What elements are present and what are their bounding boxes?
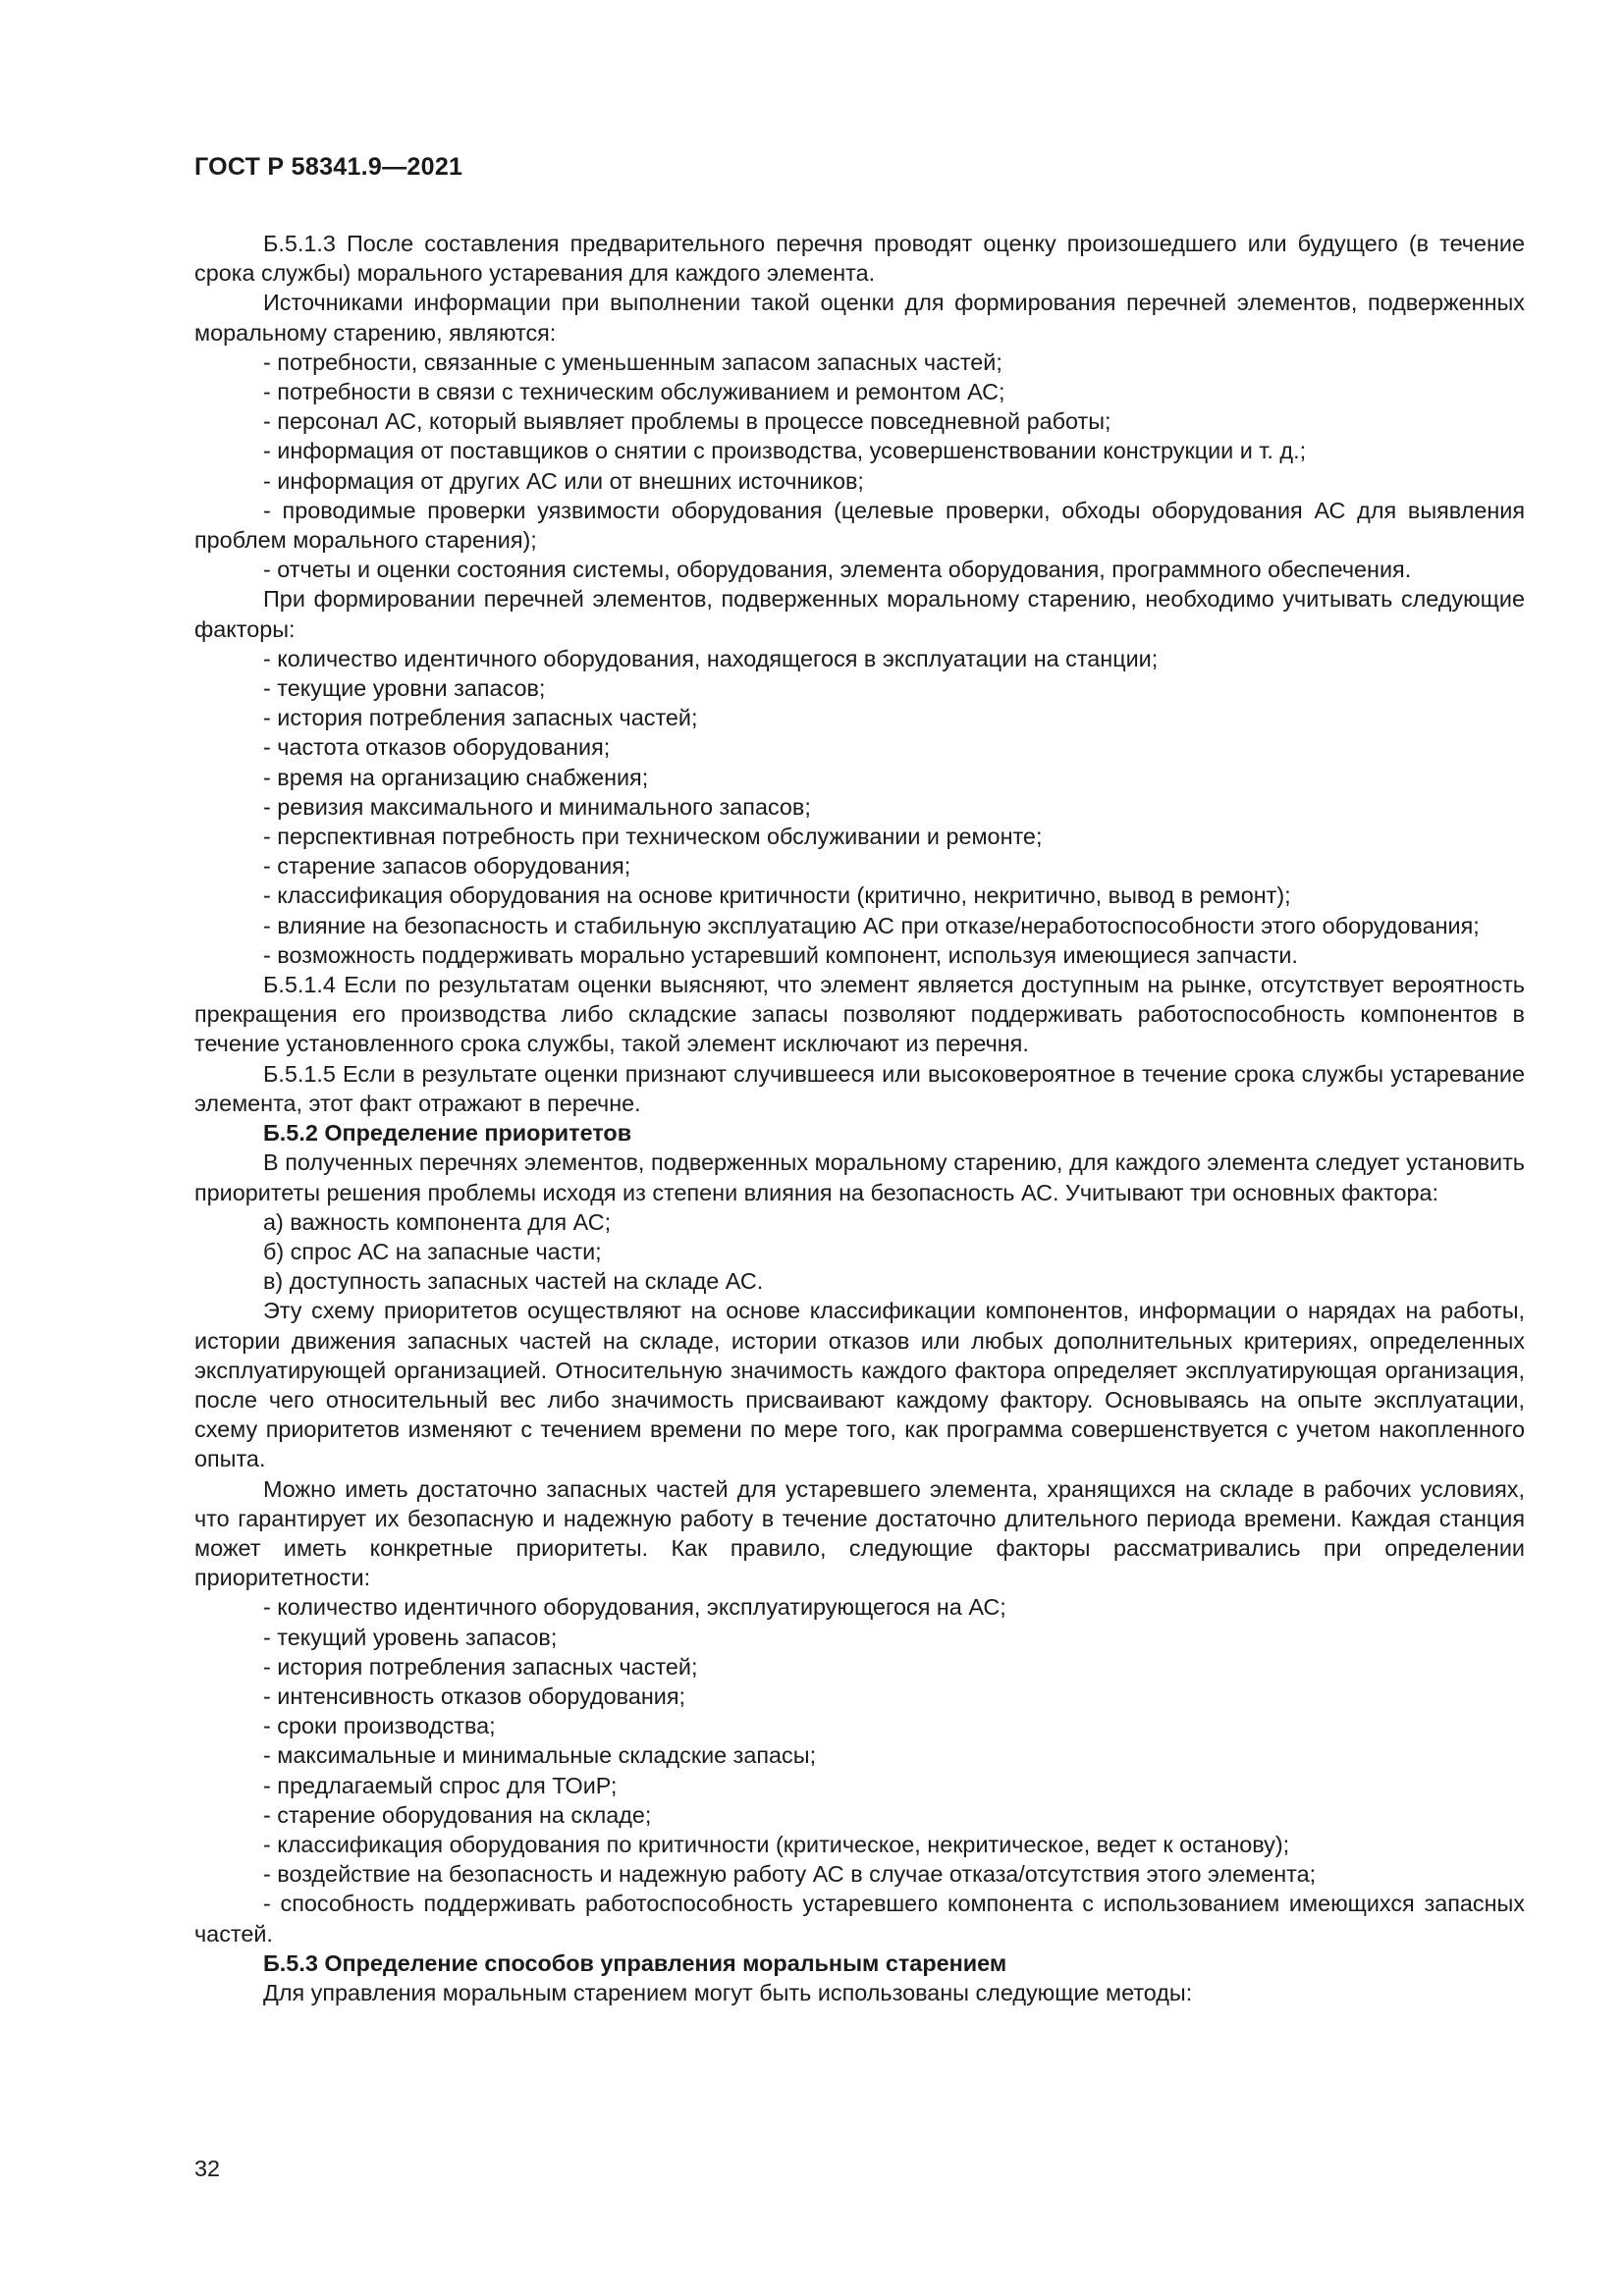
paragraph: а) важность компонента для АС; <box>263 1208 612 1235</box>
paragraph: - влияние на безопасность и стабильную эксплуатацию АС при отказе/неработоспособности этого оборудования; <box>263 912 1480 938</box>
paragraph: - сроки производства; <box>263 1713 496 1739</box>
paragraph: Можно иметь достаточно запасных частей для устаревшего элемента, хранящихся на складе в рабочих условиях, что гарантирует их безопасную и надежную работу в течение достаточно длительного периода времени. Каждая станция может иметь конкретные приоритеты. Как правило, следующие факторы рассматривались при определении приоритетности: <box>194 1475 1525 1591</box>
paragraph: - информация от поставщиков о снятии с производства, усовершенствовании конструкции и т. д.; <box>263 438 1307 464</box>
paragraph: - история потребления запасных частей; <box>263 1653 698 1680</box>
paragraph: - потребности, связанные с уменьшенным запасом запасных частей; <box>263 348 1002 375</box>
paragraph: - информация от других АС или от внешних источников; <box>263 467 864 494</box>
paragraph: - способность поддерживать работоспособность устаревшего компонента с использованием имеющихся запасных частей. <box>194 1891 1525 1947</box>
paragraph: - отчеты и оценки состояния системы, оборудования, элемента оборудования, программного обеспечения. <box>263 557 1412 583</box>
paragraph: - старение запасов оборудования; <box>263 853 631 880</box>
paragraph: - классификация оборудования по критичности (критическое, некритическое, ведет к останову); <box>263 1831 1290 1857</box>
paragraph: В полученных перечнях элементов, подверженных моральному старению, для каждого элемента следует установить приоритеты решения проблемы исходя из степени влияния на безопасность АС. Учитывают три основных фактора: <box>194 1149 1525 1205</box>
paragraph: - количество идентичного оборудования, эксплуатирующегося на АС; <box>263 1594 1006 1621</box>
paragraph: При формировании перечней элементов, подверженных моральному старению, необходимо учитывать следующие факторы: <box>194 586 1525 642</box>
paragraph: Б.5.1.5 Если в результате оценки признают случившееся или высоковероятное в течение срока службы устаревание элемента, этот факт отражают в перечне. <box>194 1060 1525 1116</box>
paragraph: Эту схему приоритетов осуществляют на основе классификации компонентов, информации о нарядах на работы, истории движения запасных частей на складе, истории отказов или любых дополнительных критериях, определенных эксплуатирующей организацией. Относительную значимость каждого фактора определяет эксплуатирующая организация, после чего относительный вес либо значимость присваивают каждому фактору. Основываясь на опыте эксплуатации, схему приоритетов изменяют с течением времени по мере того, как программа совершенствуется с учетом накопленного опыта. <box>194 1298 1525 1472</box>
paragraph: б) спрос АС на запасные части; <box>263 1238 602 1264</box>
paragraph: - время на организацию снабжения; <box>263 764 649 790</box>
page-number: 32 <box>194 2156 221 2181</box>
paragraph: - предлагаемый спрос для ТОиР; <box>263 1772 618 1798</box>
document-code: ГОСТ Р 58341.9—2021 <box>194 153 463 181</box>
page-body <box>194 229 1525 2007</box>
paragraph: - старение оборудования на складе; <box>263 1801 652 1828</box>
paragraph: Б.5.1.4 Если по результатам оценки выясняют, что элемент является доступным на рынке, отсутствует вероятность прекращения его производства либо складские запасы позволяют поддерживать работоспособность компонентов в течение установленного срока службы, такой элемент исключают из перечня. <box>194 972 1525 1057</box>
paragraph: - потребности в связи с техническим обслуживанием и ремонтом АС; <box>263 379 1005 405</box>
paragraph: - история потребления запасных частей; <box>263 705 698 731</box>
paragraph: - интенсивность отказов оборудования; <box>263 1682 686 1709</box>
section-heading: Б.5.3 Определение способов управления моральным старением <box>263 1949 1007 1976</box>
paragraph: - возможность поддерживать морально устаревший компонент, используя имеющиеся запчасти. <box>263 941 1298 968</box>
paragraph: - классификация оборудования на основе критичности (критично, некритично, вывод в ремонт); <box>263 882 1291 909</box>
paragraph: - воздействие на безопасность и надежную работу АС в случае отказа/отсутствия этого элемента; <box>263 1861 1317 1888</box>
paragraph: - количество идентичного оборудования, находящегося в эксплуатации на станции; <box>263 645 1159 671</box>
section-heading: Б.5.2 Определение приоритетов <box>263 1120 632 1147</box>
paragraph: Источниками информации при выполнении такой оценки для формирования перечней элементов, подверженных моральному старению, являются: <box>194 290 1525 346</box>
paragraph: в) доступность запасных частей на складе АС. <box>263 1268 764 1295</box>
paragraph: - персонал АС, который выявляет проблемы в процессе повседневной работы; <box>263 408 1111 435</box>
paragraph: Для управления моральным старением могут быть использованы следующие методы: <box>263 1979 1193 2005</box>
paragraph: - максимальные и минимальные складские запасы; <box>263 1742 817 1769</box>
paragraph: - текущий уровень запасов; <box>263 1624 558 1650</box>
paragraph: Б.5.1.3 После составления предварительного перечня проводят оценку произошедшего или будущего (в течение срока службы) морального устаревания для каждого элемента. <box>194 231 1525 287</box>
paragraph: - частота отказов оборудования; <box>263 734 611 761</box>
paragraph: - перспективная потребность при техническом обслуживании и ремонте; <box>263 824 1043 850</box>
paragraph: - текущие уровни запасов; <box>263 675 546 702</box>
paragraph: - проводимые проверки уязвимости оборудования (целевые проверки, обходы оборудования АС для выявления проблем морального старения); <box>194 497 1525 554</box>
paragraph: - ревизия максимального и минимального запасов; <box>263 793 811 820</box>
